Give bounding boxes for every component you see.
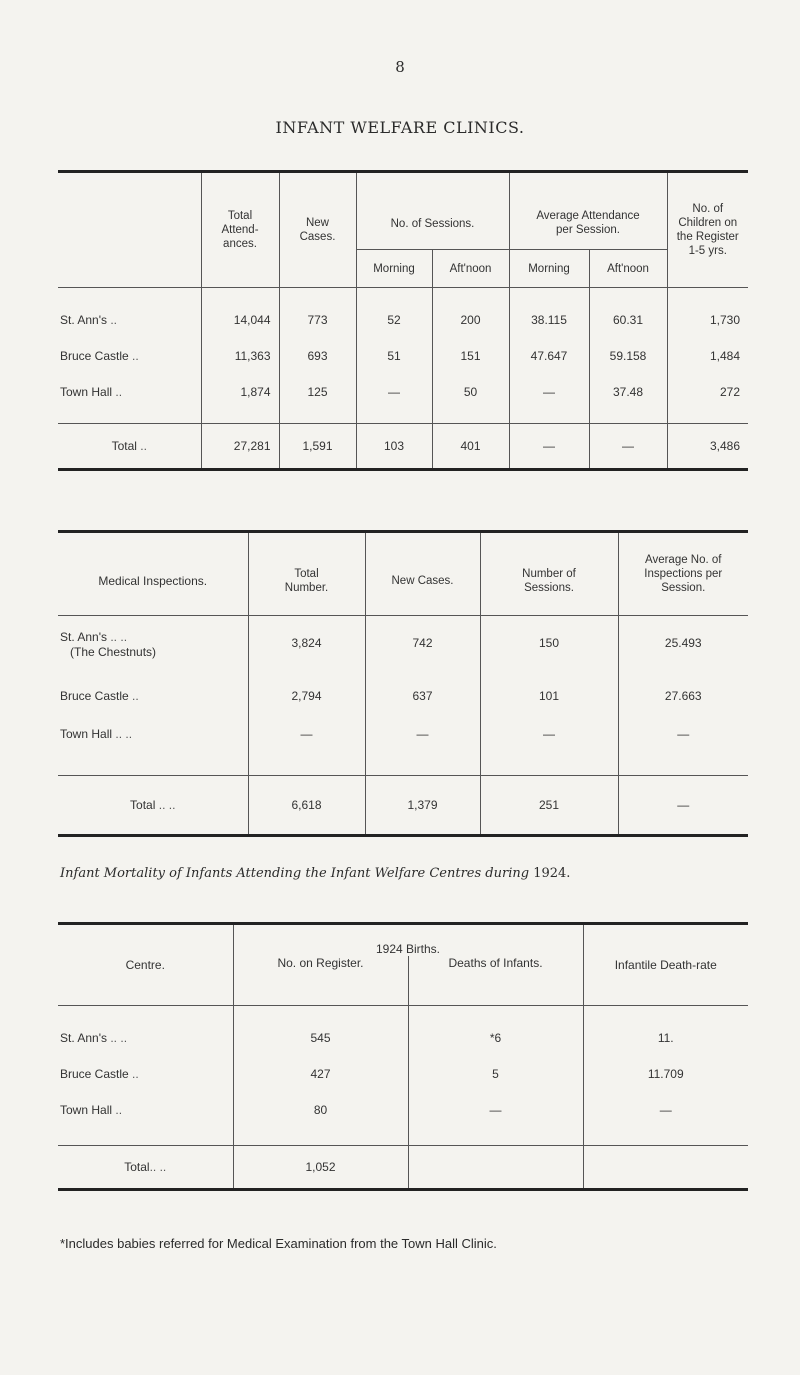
cell-avg-afternoon: 59.158 (589, 338, 667, 374)
row-leader: .. (115, 384, 123, 399)
cell-total: 14,044 (201, 302, 279, 338)
footnote: *Includes babies referred for Medical Examination from the Town Hall Clinic. (60, 1236, 497, 1251)
cell-children: 1,484 (667, 338, 748, 374)
row-leader: .. (168, 798, 176, 812)
row-centre (58, 424, 201, 470)
cell-new: 742 (365, 630, 480, 676)
clinics-table (58, 170, 748, 471)
cell-new: 1,379 (365, 776, 480, 836)
cell-children: 3,486 (667, 424, 748, 470)
cell-sessions-afternoon: 200 (432, 302, 509, 338)
cell-avg-afternoon: 37.48 (589, 374, 667, 410)
header-total-number: Total Number. (248, 532, 365, 616)
row-leader: .. (120, 1030, 128, 1045)
row-leader: .. (132, 1066, 139, 1081)
cell-total: — (248, 716, 365, 752)
header-total-attendances: Total Attend- ances. (201, 172, 279, 288)
row-centre: Town Hall (60, 726, 113, 741)
cell-register: 545 (233, 1020, 408, 1056)
table-row (58, 1092, 748, 1128)
header-avg-afternoon: Aft'noon (589, 250, 667, 288)
row-centre: Town Hall (60, 1102, 113, 1117)
table-row (58, 1020, 748, 1056)
cell-children: 1,730 (667, 302, 748, 338)
row-leader: .. (120, 629, 128, 644)
row-leader: .. (132, 688, 139, 703)
table-row (58, 630, 748, 676)
row-centre: St. Ann's (60, 1030, 107, 1045)
cell-sessions: 101 (480, 676, 618, 716)
mortality-caption-year: 1924. (533, 866, 571, 881)
cell-sessions-morning: 52 (356, 302, 432, 338)
cell-register: 80 (233, 1092, 408, 1128)
cell-register: 427 (233, 1056, 408, 1092)
cell-new: 125 (279, 374, 356, 410)
header-centre: Centre. (58, 924, 233, 1006)
row-leader: .. (149, 1160, 157, 1174)
table-row (58, 676, 748, 716)
clinics-corner (58, 172, 201, 288)
cell-average: — (618, 716, 748, 752)
cell-total: 2,794 (248, 676, 365, 716)
cell-new: 693 (279, 338, 356, 374)
row-leader: .. (110, 629, 118, 644)
cell-total: 6,618 (248, 776, 365, 836)
total-label: Total (111, 439, 137, 453)
cell-avg-afternoon: 60.31 (589, 302, 667, 338)
row-centre: Bruce Castle (60, 1066, 129, 1081)
header-sessions: No. of Sessions. (356, 172, 509, 250)
cell-rate (583, 1146, 748, 1190)
header-no-on-register: No. on Register. (233, 956, 408, 1006)
cell-average: 25.493 (618, 630, 748, 676)
row-leader: .. (125, 726, 133, 741)
page-title: INFANT WELFARE CLINICS. (275, 118, 525, 137)
cell-new: 773 (279, 302, 356, 338)
header-births: 1924 Births. (233, 924, 583, 956)
cell-sessions-morning: — (356, 374, 432, 410)
cell-new: 1,591 (279, 424, 356, 470)
row-leader: .. (110, 1030, 118, 1045)
table-row (58, 338, 748, 374)
row-leader: .. (115, 726, 123, 741)
table-row (58, 716, 748, 752)
header-new-cases: New Cases. (365, 532, 480, 616)
table-total-row (58, 1146, 748, 1190)
row-centre-sub: (The Chestnuts) (70, 644, 157, 659)
cell-sessions-morning: 51 (356, 338, 432, 374)
row-leader: .. (115, 1102, 123, 1117)
cell-avg-morning: 47.647 (509, 338, 589, 374)
table-total-row (58, 776, 748, 836)
header-number-of-sessions: Number of Sessions. (480, 532, 618, 616)
header-death-rate: Infantile Death-rate (583, 924, 748, 1006)
row-centre (58, 1146, 233, 1190)
cell-rate: 11. (583, 1020, 748, 1056)
cell-sessions: 251 (480, 776, 618, 836)
row-centre (58, 776, 248, 836)
cell-avg-morning: — (509, 424, 589, 470)
cell-avg-morning: 38.115 (509, 302, 589, 338)
cell-sessions-afternoon: 151 (432, 338, 509, 374)
table-row (58, 1056, 748, 1092)
cell-deaths: 5 (408, 1056, 583, 1092)
cell-average: — (618, 776, 748, 836)
cell-new: 637 (365, 676, 480, 716)
cell-rate: — (583, 1092, 748, 1128)
table-row (58, 302, 748, 338)
row-centre: Town Hall (60, 384, 113, 399)
header-sessions-afternoon: Aft'noon (432, 250, 509, 288)
total-label: Total (124, 1160, 150, 1174)
cell-sessions-afternoon: 401 (432, 424, 509, 470)
header-avg-morning: Morning (509, 250, 589, 288)
cell-avg-morning: — (509, 374, 589, 410)
cell-deaths: *6 (408, 1020, 583, 1056)
cell-total: 11,363 (201, 338, 279, 374)
cell-deaths (408, 1146, 583, 1190)
cell-total: 1,874 (201, 374, 279, 410)
cell-total: 27,281 (201, 424, 279, 470)
cell-children: 272 (667, 374, 748, 410)
mortality-table (58, 922, 748, 1191)
cell-sessions: 150 (480, 630, 618, 676)
page-number: 8 (395, 58, 405, 76)
row-leader: .. (140, 439, 147, 453)
mortality-caption (60, 866, 760, 881)
cell-register: 1,052 (233, 1146, 408, 1190)
total-label: Total (130, 798, 156, 812)
row-centre: Bruce Castle (60, 348, 129, 363)
header-new-cases: New Cases. (279, 172, 356, 288)
cell-sessions-morning: 103 (356, 424, 432, 470)
cell-sessions-afternoon: 50 (432, 374, 509, 410)
header-average-inspections: Average No. of Inspections per Session. (618, 532, 748, 616)
cell-average: 27.663 (618, 676, 748, 716)
inspections-table (58, 530, 748, 837)
header-avg-attendance: Average Attendance per Session. (509, 172, 667, 250)
cell-rate: 11.709 (583, 1056, 748, 1092)
cell-total: 3,824 (248, 630, 365, 676)
row-leader: .. (110, 312, 118, 327)
cell-avg-afternoon: — (589, 424, 667, 470)
row-centre: Bruce Castle (60, 688, 129, 703)
row-leader: .. (159, 1160, 167, 1174)
row-centre: St. Ann's (60, 312, 107, 327)
cell-sessions: — (480, 716, 618, 752)
header-children: No. of Children on the Register 1-5 yrs. (667, 172, 748, 288)
table-total-row (58, 424, 748, 470)
row-centre: St. Ann's (60, 629, 107, 644)
mortality-caption-text: Infant Mortality of Infants Attending the Infant Welfare Centres during (60, 866, 530, 881)
header-medical-inspections: Medical Inspections. (98, 574, 208, 588)
cell-deaths: — (408, 1092, 583, 1128)
cell-new: — (365, 716, 480, 752)
row-leader: .. (158, 798, 166, 812)
header-deaths-of-infants: Deaths of Infants. (408, 956, 583, 1006)
row-leader: .. (132, 348, 139, 363)
table-row (58, 374, 748, 410)
header-sessions-morning: Morning (356, 250, 432, 288)
